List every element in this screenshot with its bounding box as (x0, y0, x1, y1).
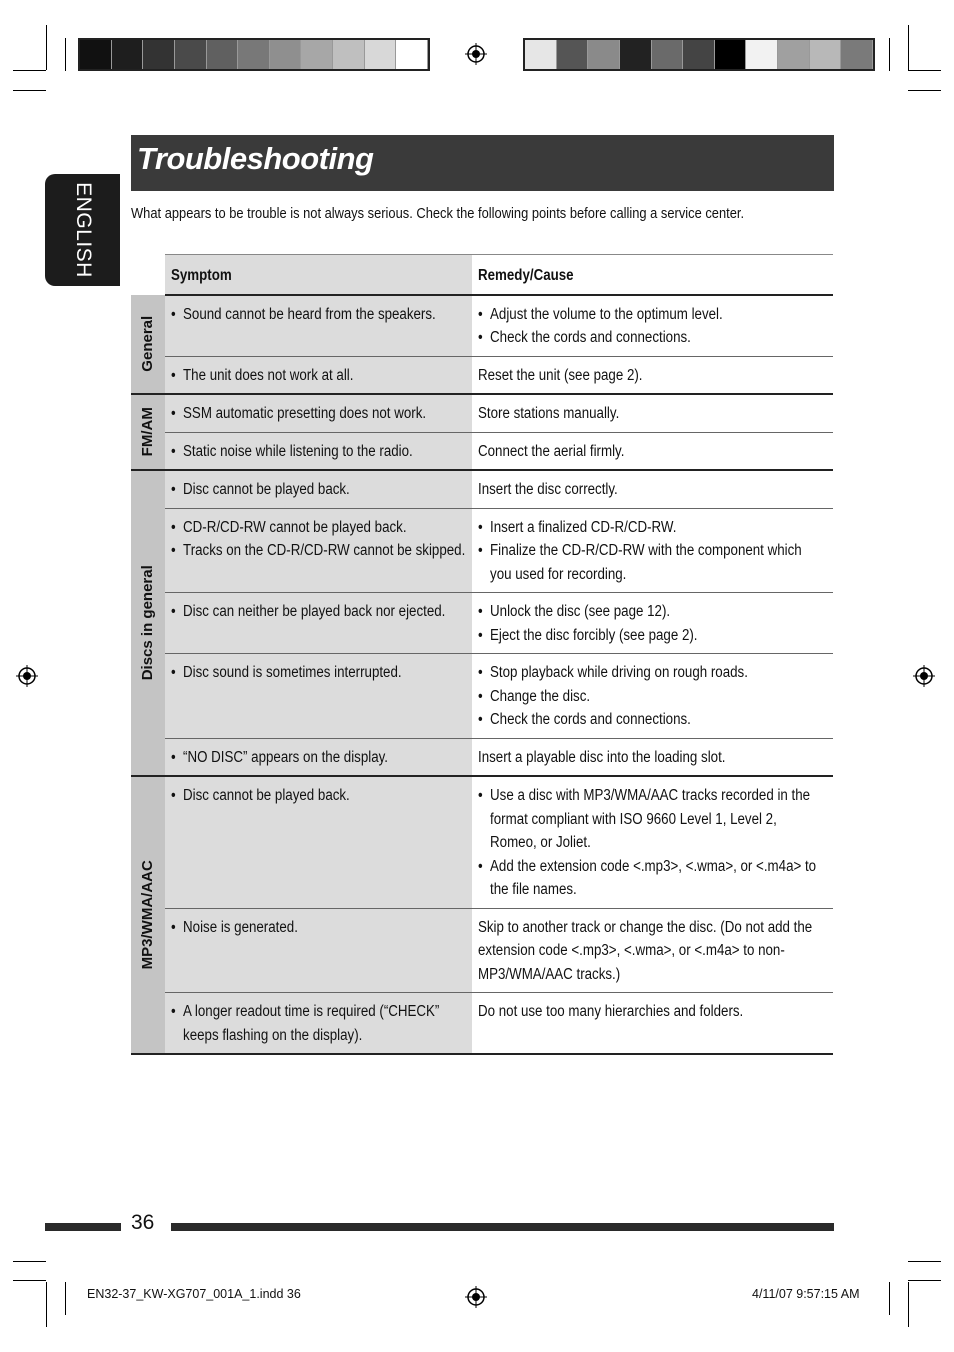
color-swatch (365, 40, 397, 69)
table-row (131, 295, 833, 357)
symptom-item: • Disc cannot be played back. (171, 784, 465, 808)
symptom-item: • Disc can neither be played back nor ejected. (171, 600, 465, 624)
remedy-item: • Adjust the volume to the optimum level. (478, 303, 826, 327)
color-swatch (175, 40, 207, 69)
color-swatch (746, 40, 778, 69)
category-label: Discs in general (131, 470, 165, 776)
symptom-cell (165, 508, 472, 593)
color-swatch (778, 40, 810, 69)
page-number: 36 (131, 1211, 155, 1234)
color-swatch (620, 40, 652, 69)
table-row (131, 593, 833, 654)
symptom-cell (165, 356, 472, 394)
remedy-cell (472, 508, 833, 593)
color-swatch (810, 40, 842, 69)
registration-mark-icon (913, 665, 935, 687)
troubleshooting-table (131, 254, 833, 1055)
category-label: General (131, 295, 165, 395)
header-remedy: Remedy/Cause (478, 267, 574, 284)
symptom-item: • Static noise while listening to the radio. (171, 440, 465, 464)
color-swatch (207, 40, 239, 69)
remedy-item: • Stop playback while driving on rough roads. (478, 661, 826, 685)
header-symptom: Symptom (171, 267, 232, 284)
intro-text: What appears to be trouble is not always serious. Check the following points before calling a service center. (131, 205, 745, 222)
remedy-text: Skip to another track or change the disc. (Do not add the extension code <.mp3>, <.wma>, or <.m4a> to non-MP3/WMA/AAC tracks.) (478, 918, 813, 983)
remedy-cell (472, 738, 833, 776)
footer-bar-right (171, 1223, 834, 1231)
remedy-item: • Eject the disc forcibly (see page 2). (478, 624, 826, 648)
symptom-cell (165, 394, 472, 432)
color-swatch (333, 40, 365, 69)
remedy-cell (472, 993, 833, 1055)
footer-timestamp: 4/11/07 9:57:15 AM (752, 1287, 860, 1301)
color-swatch (588, 40, 620, 69)
symptom-cell (165, 432, 472, 470)
symptom-cell (165, 593, 472, 654)
symptom-item: • CD-R/CD-RW cannot be played back. (171, 516, 465, 540)
remedy-item: • Check the cords and connections. (478, 326, 826, 350)
color-swatch (652, 40, 684, 69)
symptom-cell (165, 295, 472, 357)
symptom-item: • SSM automatic presetting does not work. (171, 402, 465, 426)
symptom-cell (165, 993, 472, 1055)
color-swatch (557, 40, 589, 69)
remedy-item: • Unlock the disc (see page 12). (478, 600, 826, 624)
remedy-cell (472, 908, 833, 993)
table-row (131, 432, 833, 470)
color-swatch (301, 40, 333, 69)
registration-mark-icon (465, 1286, 487, 1308)
symptom-item: • Noise is generated. (171, 916, 465, 940)
symptom-item: • Sound cannot be heard from the speakers. (171, 303, 465, 327)
remedy-cell (472, 593, 833, 654)
remedy-cell (472, 295, 833, 357)
remedy-cell (472, 654, 833, 739)
symptom-cell (165, 470, 472, 508)
remedy-text: Connect the aerial firmly. (478, 442, 625, 460)
remedy-cell (472, 776, 833, 908)
remedy-cell (472, 432, 833, 470)
remedy-text: Reset the unit (see page 2). (478, 366, 643, 384)
remedy-item: • Check the cords and connections. (478, 708, 826, 732)
remedy-text: Do not use too many hierarchies and folders. (478, 1003, 744, 1020)
table-row (131, 908, 833, 993)
table-row (131, 356, 833, 394)
remedy-cell (472, 356, 833, 394)
color-swatch (715, 40, 747, 69)
remedy-item: • Add the extension code <.mp3>, <.wma>, or <.m4a> to the file names. (478, 855, 826, 902)
symptom-item: • “NO DISC” appears on the display. (171, 746, 465, 770)
table-row (131, 776, 833, 908)
remedy-item: • Change the disc. (478, 685, 826, 709)
color-calibration-strip-left (78, 38, 430, 71)
language-tab-label: ENGLISH (72, 182, 96, 278)
table-row (131, 470, 833, 508)
category-label: FM/AM (131, 394, 165, 470)
symptom-item: • Disc sound is sometimes interrupted. (171, 661, 465, 685)
footer-bar-left (45, 1223, 121, 1231)
symptom-cell (165, 908, 472, 993)
registration-mark-icon (465, 43, 487, 65)
table-row (131, 508, 833, 593)
color-swatch (396, 40, 428, 69)
symptom-cell (165, 738, 472, 776)
footer-file: EN32-37_KW-XG707_001A_1.indd 36 (87, 1287, 301, 1301)
table-row (131, 394, 833, 432)
table-row (131, 993, 833, 1055)
color-swatch (841, 40, 873, 69)
color-swatch (112, 40, 144, 69)
color-swatch (80, 40, 112, 69)
remedy-item: • Insert a finalized CD-R/CD-RW. (478, 516, 826, 540)
registration-mark-icon (16, 665, 38, 687)
table-header (131, 255, 833, 295)
remedy-text: Store stations manually. (478, 405, 620, 422)
symptom-cell (165, 654, 472, 739)
color-swatch (143, 40, 175, 69)
table-row (131, 738, 833, 776)
color-swatch (525, 40, 557, 69)
remedy-text: Insert a playable disc into the loading slot. (478, 748, 726, 766)
remedy-text: Insert the disc correctly. (478, 481, 618, 498)
symptom-item: • The unit does not work at all. (171, 364, 465, 388)
remedy-cell (472, 394, 833, 432)
color-calibration-strip-right (523, 38, 875, 71)
symptom-item: • A longer readout time is required (“CHECK” keeps flashing on the display). (171, 1000, 465, 1047)
color-swatch (683, 40, 715, 69)
remedy-item: • Finalize the CD-R/CD-RW with the component which you used for recording. (478, 539, 826, 586)
remedy-item: • Use a disc with MP3/WMA/AAC tracks recorded in the format compliant with ISO 9660 Level 1, Level 2, Romeo, or Joliet. (478, 784, 826, 855)
page-title: Troubleshooting (137, 141, 374, 176)
color-swatch (270, 40, 302, 69)
table-row (131, 654, 833, 739)
symptom-item: • Tracks on the CD-R/CD-RW cannot be skipped. (171, 539, 465, 563)
color-swatch (238, 40, 270, 69)
symptom-cell (165, 776, 472, 908)
remedy-cell (472, 470, 833, 508)
category-label: MP3/WMA/AAC (131, 776, 165, 1054)
symptom-item: • Disc cannot be played back. (171, 478, 465, 502)
